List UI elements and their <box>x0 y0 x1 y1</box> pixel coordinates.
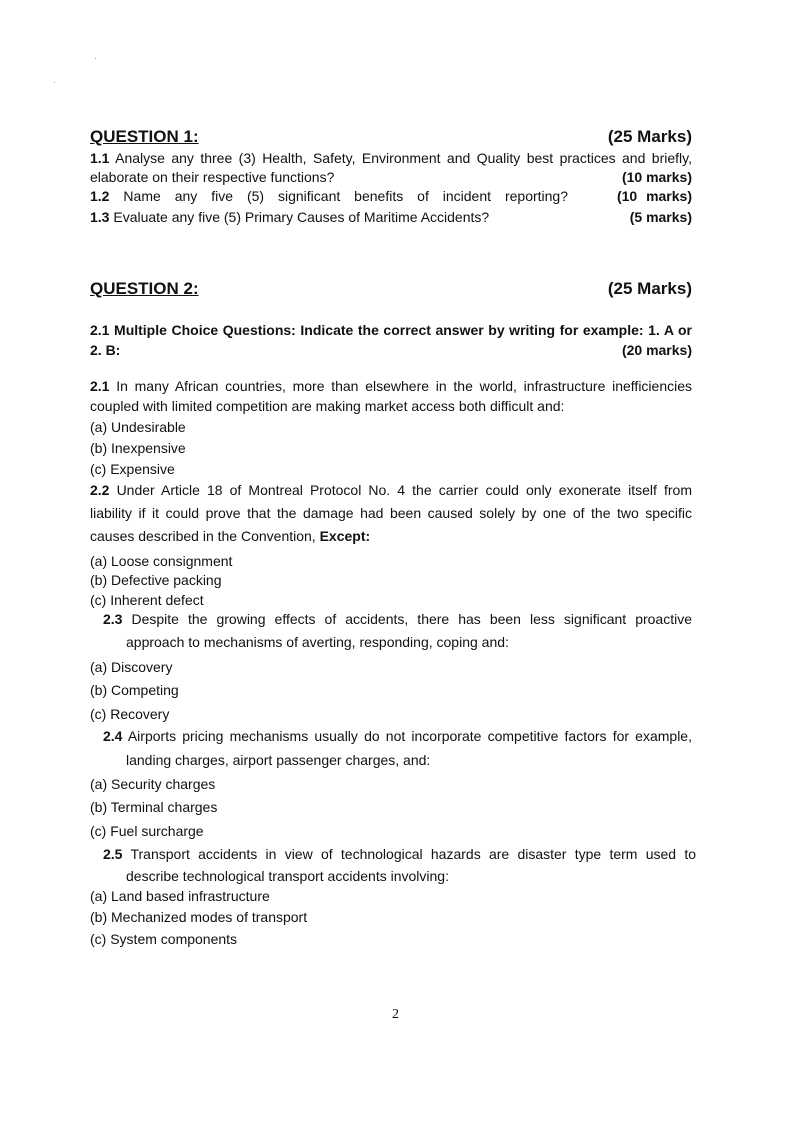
item-text: causes described in the Convention, <box>90 528 316 544</box>
q1-3-marks: (5 marks) <box>629 209 692 225</box>
option: (b) Terminal charges <box>90 799 218 815</box>
q1-1-line1 <box>90 149 692 167</box>
q1-2 <box>90 187 570 205</box>
q2-2-line2: liability if it could prove that the damage had been caused solely by one of the two specific <box>90 505 692 521</box>
q1-2-marks: (10 marks) <box>616 188 692 204</box>
option: (a) Undesirable <box>90 419 186 435</box>
question-1-marks: (25 Marks) <box>607 127 692 146</box>
item-text: Despite the growing effects of accidents, there has been less significant proactive <box>131 611 693 627</box>
item-text: Evaluate any five (5) Primary Causes of Maritime Accidents? <box>113 209 490 225</box>
option: (c) Inherent defect <box>90 592 204 608</box>
item-number: 2.5 <box>103 846 123 862</box>
item-number: 2.3 <box>103 611 123 627</box>
q2-1-line2: coupled with limited competition are making market access both difficult and: <box>90 398 565 414</box>
question-2-heading: QUESTION 2: <box>90 279 199 298</box>
q2-2-line3 <box>90 527 692 545</box>
q1-1-marks: (10 marks) <box>621 169 692 185</box>
option: (b) Mechanized modes of transport <box>90 909 308 925</box>
item-number: 1.1 <box>90 150 110 166</box>
question-1-heading: QUESTION 1: <box>90 127 199 146</box>
except-keyword: Except: <box>319 528 371 544</box>
item-text: Analyse any three (3) Health, Safety, Environment and Quality best practices and briefly, <box>115 150 692 166</box>
q2-4-line1 <box>103 727 692 745</box>
option: (c) Fuel surcharge <box>90 823 204 839</box>
item-number: 2.4 <box>103 728 123 744</box>
q1-3 <box>90 208 692 226</box>
option: (a) Land based infrastructure <box>90 888 270 904</box>
option: (b) Inexpensive <box>90 440 186 456</box>
item-number: 1.2 <box>90 188 110 204</box>
option: (c) Expensive <box>90 461 175 477</box>
page-number: 2 <box>392 1007 399 1022</box>
item-text: In many African countries, more than elsewhere in the world, infrastructure inefficiencies <box>116 378 693 394</box>
option: (c) Recovery <box>90 706 170 722</box>
option: (b) Competing <box>90 682 179 698</box>
q2-5-line1 <box>103 845 696 863</box>
item-text: Airports pricing mechanisms usually do not incorporate competitive factors for example, <box>127 728 692 744</box>
option: (a) Loose consignment <box>90 553 233 569</box>
q2-3-line2: approach to mechanisms of averting, responding, coping and: <box>126 634 509 650</box>
item-number: 2.1 <box>90 378 110 394</box>
option: (a) Discovery <box>90 659 173 675</box>
mcq-instructions-cont: 2. B: <box>90 342 121 358</box>
option: (b) Defective packing <box>90 572 222 588</box>
q1-1-line2: elaborate on their respective functions? <box>90 169 335 185</box>
q2-4-line2: landing charges, airport passenger charges, and: <box>126 752 431 768</box>
mcq-instructions: 2.1 Multiple Choice Questions: Indicate the correct answer by writing for example: 1. A or <box>90 322 692 338</box>
item-text: Name any five (5) significant benefits of incident reporting? <box>123 188 569 204</box>
item-text: Transport accidents in view of technological hazards are disaster type term used to <box>130 846 696 862</box>
mcq-marks: (20 marks) <box>621 342 692 358</box>
scan-speck <box>95 58 96 59</box>
option: (a) Security charges <box>90 776 216 792</box>
q2-3-line1 <box>103 610 692 628</box>
option: (c) System components <box>90 931 238 947</box>
q2-2-line1 <box>90 481 692 499</box>
item-number: 2.2 <box>90 482 110 498</box>
question-2-marks: (25 Marks) <box>607 279 692 298</box>
item-number: 1.3 <box>90 209 110 225</box>
item-text: Under Article 18 of Montreal Protocol No. 4 the carrier could only exonerate itself from <box>116 482 692 498</box>
scan-speck <box>54 82 55 83</box>
q2-5-line2: describe technological transport accidents involving: <box>126 868 449 884</box>
q2-1-line1 <box>90 377 692 395</box>
